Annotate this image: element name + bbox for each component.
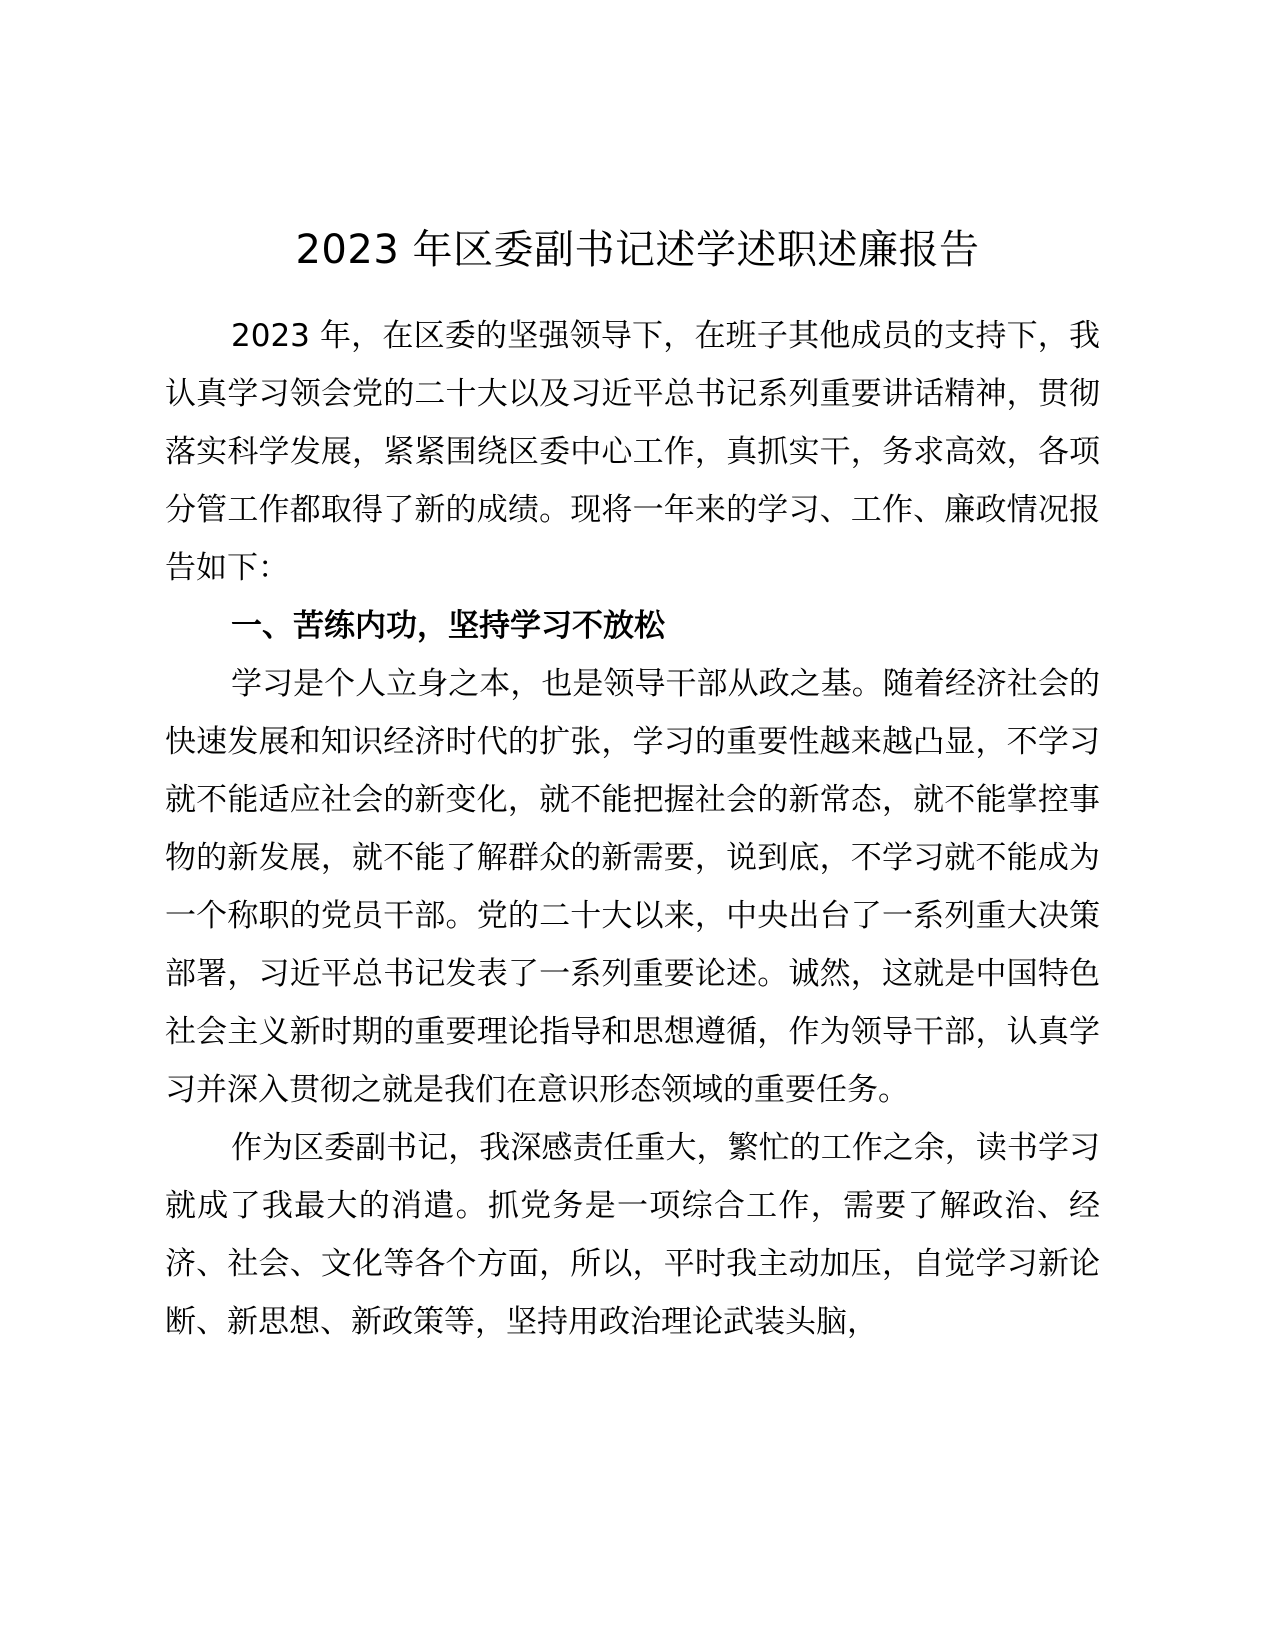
document-title: 2023 年区委副书记述学述职述廉报告: [295, 227, 980, 273]
paragraph-intro: 2023 年，在区委的坚强领导下，在班子其他成员的支持下，我认真学习领会党的二十大以及习近平总书记系列重要讲话精神，贯彻落实科学发展，紧紧围绕区委中心工作，真抓实干，务求高效，各项分管工作都取得了新的成绩。现将一年来的学习、工作、廉政情况报告如下：: [165, 318, 1100, 586]
paragraph-role: 作为区委副书记，我深感责任重大，繁忙的工作之余，读书学习就成了我最大的消遣。抓党务是一项综合工作，需要了解政治、经济、社会、文化等各个方面，所以，平时我主动加压，自觉学习新论断、新思想、新政策等，坚持用政治理论武装头脑，: [165, 1130, 1100, 1340]
paragraph-learning: 学习是个人立身之本，也是领导干部从政之基。随着经济社会的快速发展和知识经济时代的扩张，学习的重要性越来越凸显，不学习就不能适应社会的新变化，就不能把握社会的新常态，就不能掌控事物的新发展，就不能了解群众的新需要，说到底，不学习就不能成为一个称职的党员干部。党的二十大以来，中央出台了一系列重大决策部署，习近平总书记发表了一系列重要论述。诚然，这就是中国特色社会主义新时期的重要理论指导和思想遵循，作为领导干部，认真学习并深入贯彻之就是我们在意识形态领域的重要任务。: [165, 666, 1100, 1108]
section-heading: 一、苦练内功，坚持学习不放松: [231, 608, 665, 644]
document-body: [165, 307, 1100, 1351]
